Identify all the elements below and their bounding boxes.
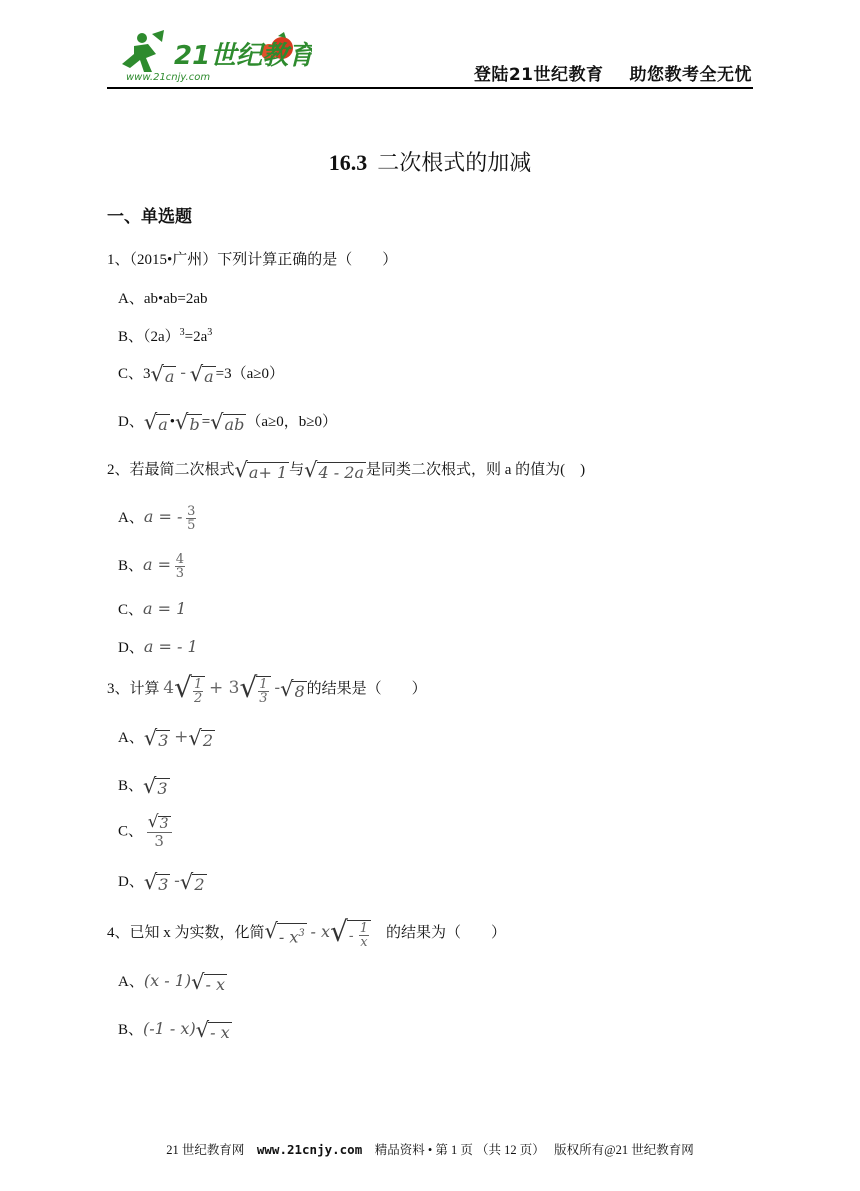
radical: √ - $x^3$ <box>264 918 305 947</box>
radical: √ $\frac{1}{3}$ <box>239 674 270 705</box>
radical: √ a+ 1 <box>234 457 288 482</box>
title-number: 16.3 <box>328 150 368 175</box>
radical: √ 2 <box>179 869 205 894</box>
q3-option-c: C、 √ 3 3 <box>118 814 172 850</box>
radical: √ 3 <box>143 773 168 798</box>
footer-site-link[interactable]: www.21cnjy.com <box>256 1142 363 1157</box>
radical: √ 8 <box>280 676 305 701</box>
logo-url: www.21cnjy.com <box>126 72 211 83</box>
question-4-stem: 4、已知 x 为实数，化简 √ - $x^3$ - x √ - $\frac{1}{x}$ 的结果为（ ） <box>107 915 507 950</box>
q1-option-b: B、$(2a)^3=2a^3$ <box>118 327 213 345</box>
header-slogan <box>474 60 752 85</box>
footer-copyright: 版权所有@21 世纪教育网 <box>554 1143 694 1157</box>
radical: √ a <box>189 361 214 386</box>
slogan-right: 助您教考全无忧 <box>629 65 752 85</box>
radical: √ - x <box>191 969 226 994</box>
q1-option-c: C、3 √ a - √ a =3（a≥0） <box>118 361 284 386</box>
page-title <box>0 146 860 177</box>
fraction: $\frac{4}{3}$ <box>175 552 185 581</box>
radical: √ 3 <box>143 869 169 894</box>
q2-option-a: A、a = - $\frac{3}{5}$ <box>118 504 196 533</box>
q1-option-a: A、ab•ab=2ab <box>118 291 208 307</box>
footer-page-info: 精品资料 • 第 1 页 （共 12 页） <box>374 1143 545 1157</box>
site-logo <box>112 28 312 84</box>
radical: √ - $\frac{1}{x}$ <box>330 918 371 949</box>
radical: √ 3 <box>143 725 169 750</box>
question-2-stem: 2、若最简二次根式 √ a+ 1 与 √ 4 - 2a 是同类二次根式，则 a 的值为( ) <box>107 457 586 482</box>
title-text: 二次根式的加减 <box>377 150 532 175</box>
radical: √ $\frac{1}{2}$ <box>174 674 205 705</box>
q3-option-b: B、 √ 3 <box>118 773 168 798</box>
radical: √ - x <box>195 1017 230 1042</box>
logo-text: 21世纪教育 <box>174 41 312 71</box>
radical: √ a <box>150 361 175 386</box>
logo-graphic <box>112 28 312 84</box>
question-3-stem: 3、计算 4 √ $\frac{1}{2}$ + 3 √ $\frac{1}{3}$ - √ 8 的结果是（ ） <box>107 671 427 706</box>
radical: √ ab <box>210 409 245 434</box>
page-footer <box>0 1140 860 1158</box>
footer-left: 21 世纪教育网 <box>166 1143 245 1157</box>
question-1-stem: 1、（2015•广州）下列计算正确的是（ ） <box>107 252 398 268</box>
q2-option-b: B、a = $\frac{4}{3}$ <box>118 552 185 581</box>
q2-option-c: C、a = 1 <box>118 599 187 618</box>
radical: √ a <box>143 409 168 434</box>
q2-option-d: D、a = - 1 <box>118 637 198 656</box>
fraction: $\frac{3}{5}$ <box>187 504 196 533</box>
radical: √ b <box>175 409 200 434</box>
header-divider <box>107 87 753 89</box>
fraction: √ 3 3 <box>147 814 172 850</box>
slogan-left: 登陆21世纪教育 <box>473 65 604 85</box>
section-heading: 一、单选题 <box>107 207 192 227</box>
radical: √ 4 - 2a <box>304 457 365 482</box>
q3-option-d: D、 √ 3 - √ 2 <box>118 869 205 894</box>
q1-option-d: D、 √ a • √ b = √ ab （a≥0，b≥0） <box>118 409 337 434</box>
q4-option-a: A、(x - 1) √ - x <box>118 969 226 994</box>
q3-option-a: A、 √ 3 + √ 2 <box>118 725 213 750</box>
radical: √ 2 <box>188 725 213 750</box>
q4-option-b: B、(-1 - x) √ - x <box>118 1017 230 1042</box>
